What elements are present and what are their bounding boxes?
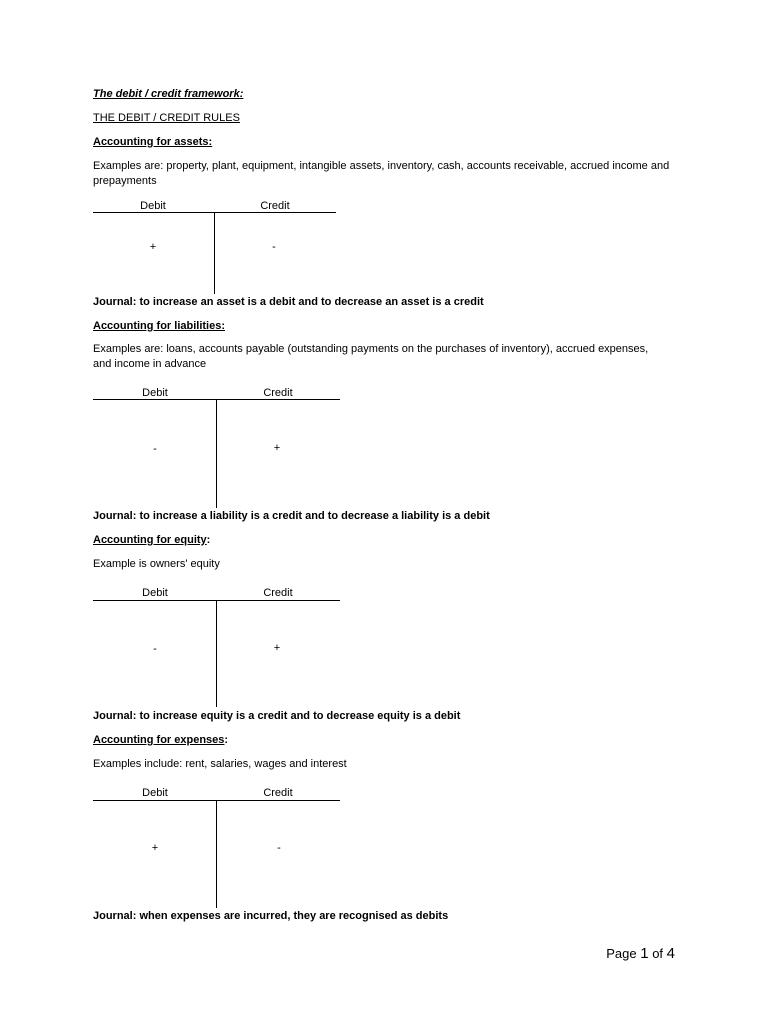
t-account-debit-sign: - (153, 443, 157, 455)
page-word: Page (606, 946, 637, 961)
rules-heading: THE DEBIT / CREDIT RULES (93, 112, 240, 124)
section-heading-liabilities (93, 319, 225, 334)
section-heading-text: Accounting for expenses (93, 734, 225, 746)
section-examples-assets: Examples are: property, plant, equipment, intangible assets, inventory, cash, accounts receivable, accrued income and prepayments (93, 160, 670, 187)
current-page-number: 1 (640, 945, 649, 962)
total-pages-number: 4 (666, 945, 675, 962)
section-heading-expenses (93, 733, 228, 748)
t-account-credit-label: Credit (260, 200, 290, 212)
t-account-credit-sign: + (273, 442, 281, 454)
document-title: The debit / credit framework: (93, 88, 244, 100)
t-account-credit-label: Credit (263, 387, 293, 399)
t-account-vertical-line (216, 800, 217, 908)
of-word: of (652, 946, 664, 961)
section-heading-suffix: : (224, 734, 229, 746)
journal-expenses: Journal: when expenses are incurred, they are recognised as debits (93, 910, 449, 922)
section-heading-text: Accounting for assets: (93, 136, 213, 148)
t-account-vertical-line (216, 399, 217, 508)
section-heading-suffix: : (206, 534, 211, 546)
t-account-credit-label: Credit (263, 587, 293, 599)
section-heading-assets (93, 135, 212, 150)
journal-assets: Journal: to increase an asset is a debit and to decrease an asset is a credit (93, 296, 484, 308)
t-account-vertical-line (216, 600, 217, 707)
section-examples-equity: Example is owners' equity (93, 558, 220, 570)
section-heading-text: Accounting for equity (93, 534, 207, 546)
section-examples-expenses: Examples include: rent, salaries, wages and interest (93, 758, 347, 770)
t-account-credit-sign: - (272, 241, 276, 253)
journal-equity: Journal: to increase equity is a credit and to decrease equity is a debit (93, 710, 461, 722)
section-examples-liabilities: Examples are: loans, accounts payable (outstanding payments on the purchases of inventory), accrued expenses, and income in advance (93, 343, 649, 370)
t-account-credit-sign: - (277, 842, 281, 854)
t-account-debit-sign: - (153, 643, 157, 655)
t-account-vertical-line (214, 212, 215, 294)
t-account-debit-sign: + (149, 241, 157, 253)
t-account-credit-label: Credit (263, 787, 293, 799)
t-account-debit-label: Debit (140, 200, 166, 212)
section-heading-equity (93, 533, 210, 548)
t-account-debit-sign: + (151, 842, 159, 854)
journal-liabilities: Journal: to increase a liability is a credit and to decrease a liability is a debit (93, 510, 490, 522)
t-account-debit-label: Debit (142, 587, 168, 599)
section-heading-text: Accounting for liabilities: (93, 320, 226, 332)
t-account-debit-label: Debit (142, 787, 168, 799)
t-account-credit-sign: + (273, 642, 281, 654)
t-account-debit-label: Debit (142, 387, 168, 399)
page-number (606, 945, 675, 963)
